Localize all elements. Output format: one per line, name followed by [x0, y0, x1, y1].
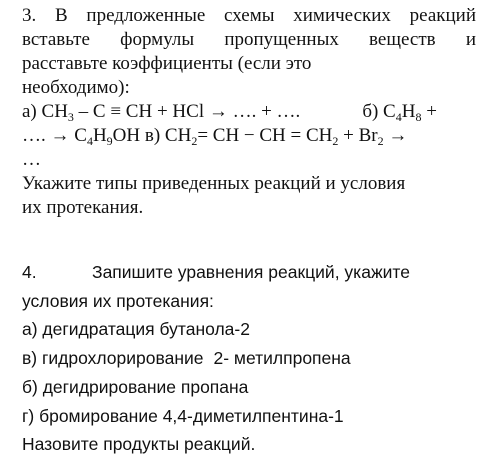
task-3-intro-line-3: расставьте коэффициенты (если это: [22, 53, 312, 74]
task-4-heading-text: Запишите уравнения реакций, укажите: [92, 262, 410, 282]
equation-v-text: = CH − CH = CH: [197, 125, 333, 146]
task-4-heading: [22, 258, 482, 287]
equation-v-text: →: [383, 125, 408, 146]
equation-v-subscript: 2: [377, 134, 384, 148]
equation-b-text: б) C: [362, 101, 396, 122]
task-4: [22, 258, 482, 459]
task-3-equations-line-2: [22, 124, 476, 148]
equation-v-subscript: 2: [332, 134, 339, 148]
task-4-item-v-part-2: 2- метилпропена: [213, 348, 351, 369]
equation-b-text: +: [421, 101, 437, 122]
task-4-item-b: б) дегидрирование пропана: [22, 376, 249, 397]
task-3-intro-line-2: вставьте формулы пропущенных веществ и: [22, 29, 476, 50]
task-4-closing: Назовите продукты реакций.: [22, 434, 256, 455]
equation-a-text: – C ≡ CH + HCl → …. + ….: [73, 101, 301, 122]
equation-v-subscript: 2: [191, 134, 198, 148]
equation-b-text: H: [92, 125, 107, 146]
task-3-intro-line-1: 3. В предложенные схемы химических реакций: [22, 5, 476, 26]
equation-a-subscript: 3: [67, 110, 74, 124]
task-3-tail-line-1: Укажите типы приведенных реакций и условия: [22, 173, 406, 194]
equation-b-text: H: [401, 101, 416, 122]
task-4-heading-line-2: условия их протекания:: [22, 290, 214, 311]
equation-b-subscript: 8: [415, 110, 422, 124]
task-3-intro-line-4: необходимо):: [22, 77, 130, 98]
task-4-item-v: [22, 344, 482, 373]
task-3: [22, 4, 476, 220]
equation-b-text: …. → C: [22, 125, 87, 146]
task-4-number: 4.: [22, 262, 37, 282]
equation-v-text: + Br: [338, 125, 378, 146]
task-4-item-v-part-1: в) гидрохлорирование: [22, 348, 204, 369]
equation-a-label: а): [22, 101, 42, 122]
equation-b-subscript: 4: [86, 134, 93, 148]
task-4-item-g: г) бромирование 4,4-диметилпентина-1: [22, 405, 344, 426]
task-4-item-a: а) дегидратация бутанола-2: [22, 319, 250, 340]
equation-a-text: CH: [41, 101, 68, 122]
equation-b-subscript: 9: [106, 134, 113, 148]
task-3-tail-line-2: их протекания.: [22, 197, 144, 218]
equation-b-subscript: 4: [395, 110, 402, 124]
task-3-equations-line-1: [22, 100, 476, 124]
equation-v-text: OH в) CH: [112, 125, 192, 146]
task-3-equations-line-3: …: [22, 149, 41, 170]
